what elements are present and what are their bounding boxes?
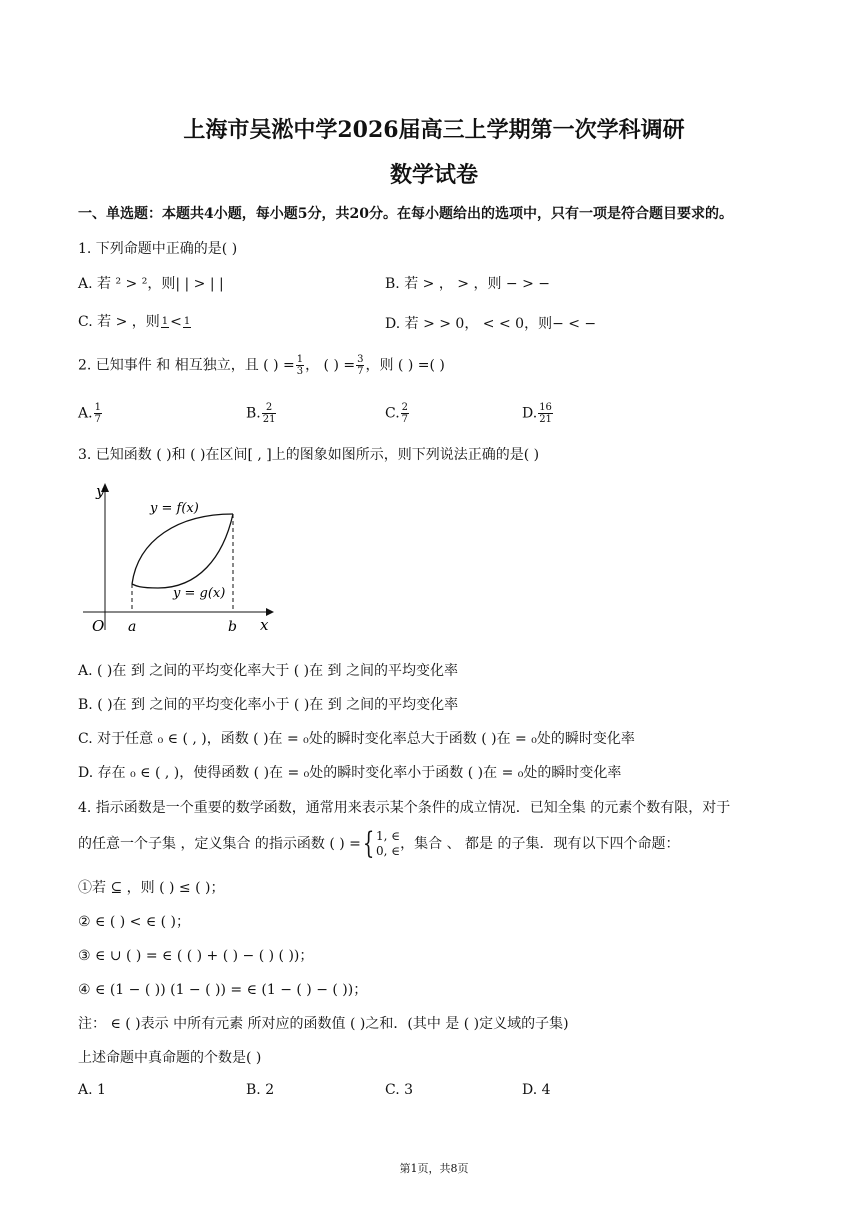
page-subtitle: 数学试卷: [389, 162, 478, 188]
q2-frac-2: $\frac{3}{7}$: [357, 354, 364, 377]
a-label: a: [128, 619, 137, 635]
q3-option-b: B. ( )在 到 之间的平均变化率小于 ( )在 到 之间的平均变化率: [78, 697, 459, 713]
q4-cases: 1, ∈ 0, ∈: [376, 829, 401, 858]
q4-prop-2: ② ∈ ( ) < ∈ ( )；: [78, 914, 191, 930]
y-axis-label: y: [96, 482, 105, 500]
q4-note: 注： ∈ ( )表示 中所有元素 所对应的函数值 ( )之和．(其中 是 ( )定义域的子集): [78, 1016, 569, 1032]
q4-prop-1: ①若 ⊆ ，则 ( ) ≤ ( )；: [78, 880, 225, 896]
q1-c-lt: <: [170, 314, 182, 330]
section-header: 一、单选题：本题共4小题，每小题5分，共20分。在每小题给出的选项中，只有一项是符合题目要求的。: [78, 206, 733, 222]
q3-stem: 3. 已知函数 ( )和 ( )在区间[ , ]上的图象如图所示，则下列说法正确的是( ): [78, 447, 540, 463]
x-axis-label: x: [260, 616, 269, 634]
q2-option-c: C. $\frac{2}{7}$: [385, 402, 409, 425]
q2-stem-mid: ， ( ) =: [305, 357, 356, 374]
page-footer: 第1页，共8页: [399, 1162, 469, 1175]
q1-c-fraction-right: 1: [183, 316, 191, 327]
q4-line1: 4. 指示函数是一个重要的数学函数，通常用来表示某个条件的成立情况．已知全集 的元素个数有限，对于: [78, 800, 731, 816]
b-label: b: [228, 619, 237, 635]
q2-frac-1: $\frac{1}{3}$: [296, 354, 304, 377]
q4-prop-4: ④ ∈ (1 − ( )) (1 − ( )) = ∈ (1 − ( ) − ( ))；: [78, 982, 368, 998]
f-label: y = f(x): [150, 501, 199, 516]
q4-option-a: A. 1: [78, 1082, 106, 1098]
q4-option-c: C. 3: [385, 1082, 414, 1098]
q1-option-a: A. 若 ² > ²，则| | > | |: [78, 276, 224, 292]
q2-stem-post: ，则 ( ) =( ): [365, 357, 445, 374]
q3-option-c: C. 对于任意 ₀ ∈ ( , )，函数 ( )在 = ₀处的瞬时变化率总大于函数 ( )在 = ₀处的瞬时变化率: [78, 731, 635, 747]
f-curve: [132, 514, 233, 584]
q2-option-b: B. $\frac{2}{21}$: [246, 402, 276, 425]
page-title: 上海市吴淞中学2026届高三上学期第一次学科调研: [183, 117, 685, 143]
q1-c-fraction-left: 1: [161, 316, 169, 327]
q4-option-d: D. 4: [522, 1082, 551, 1098]
g-label: y = g(x): [173, 586, 226, 601]
q4-ask: 上述命题中真命题的个数是( ): [78, 1050, 262, 1066]
q3-option-a: A. ( )在 到 之间的平均变化率大于 ( )在 到 之间的平均变化率: [78, 663, 459, 679]
q2-stem-pre: 2. 已知事件 和 相互独立，且 ( ) =: [78, 357, 295, 374]
q2-option-a: A. $\frac{1}{7}$: [78, 402, 101, 425]
q2-option-d: D. $\frac{16}{21}$: [522, 402, 552, 425]
q4-line2-post: ，集合 、 都是 的子集．现有以下四个命题：: [400, 836, 680, 852]
q3-function-graph: [78, 478, 278, 638]
q4-option-b: B. 2: [246, 1082, 275, 1098]
x-axis-arrow: [266, 608, 274, 616]
q2-stem: [78, 354, 445, 377]
q3-option-d: D. 存在 ₀ ∈ ( , )，使得函数 ( )在 = ₀处的瞬时变化率小于函数 ( )在 = ₀处的瞬时变化率: [78, 765, 622, 781]
q1-option-c: [78, 311, 192, 331]
q1-option-d: D. 若 > > 0， < < 0，则− < −: [385, 316, 597, 332]
origin-label: O: [92, 617, 105, 635]
q1-stem: 1. 下列命题中正确的是( ): [78, 241, 238, 257]
q4-brace: {: [362, 826, 375, 861]
q4-line2: [78, 826, 680, 861]
q1-option-c-text: C. 若 > ，则: [78, 314, 160, 330]
q1-option-b: B. 若 > ， > ，则 − > −: [385, 276, 550, 292]
q4-line2-pre: 的任意一个子集 ，定义集合 的指示函数 ( ) =: [78, 836, 361, 852]
g-curve: [132, 514, 233, 588]
q4-prop-3: ③ ∈ ∪ ( ) = ∈ ( ( ) + ( ) − ( ) ( ))；: [78, 948, 314, 964]
